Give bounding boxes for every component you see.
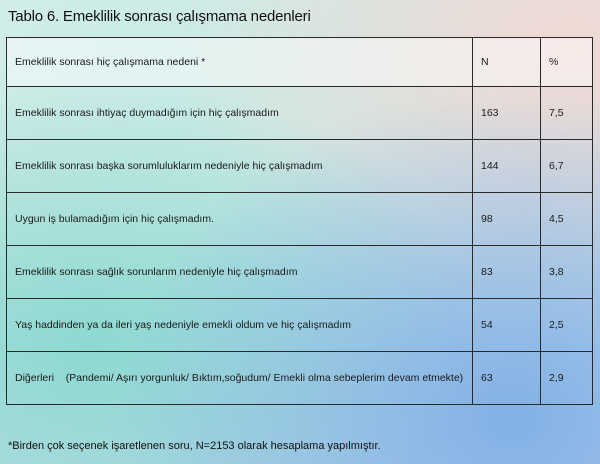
header-n: N	[473, 38, 541, 87]
table-row	[7, 193, 593, 246]
cell-percent: 2,9	[541, 352, 593, 405]
cell-percent: 7,5	[541, 87, 593, 140]
reasons-table	[6, 37, 593, 405]
cell-reason: Emeklilik sonrası başka sorumluluklarım nedeniyle hiç çalışmadım	[7, 140, 473, 193]
table-row	[7, 140, 593, 193]
cell-n: 163	[473, 87, 541, 140]
header-percent: %	[541, 38, 593, 87]
cell-reason: Diğerleri (Pandemi/ Aşırı yorgunluk/ Bıktım,soğudum/ Emekli olma sebeplerim devam etmekte)	[7, 352, 473, 405]
cell-percent: 2,5	[541, 299, 593, 352]
table-header-row	[7, 38, 593, 87]
cell-n: 83	[473, 246, 541, 299]
cell-percent: 3,8	[541, 246, 593, 299]
cell-percent: 6,7	[541, 140, 593, 193]
table-row	[7, 87, 593, 140]
cell-n: 54	[473, 299, 541, 352]
cell-n: 144	[473, 140, 541, 193]
cell-percent: 4,5	[541, 193, 593, 246]
table-row	[7, 299, 593, 352]
table-row	[7, 246, 593, 299]
cell-n: 63	[473, 352, 541, 405]
header-reason: Emeklilik sonrası hiç çalışmama nedeni *	[7, 38, 473, 87]
cell-reason: Uygun iş bulamadığım için hiç çalışmadım.	[7, 193, 473, 246]
table-title: Tablo 6. Emeklilik sonrası çalışmama nedenleri	[8, 8, 311, 25]
footnote: *Birden çok seçenek işaretlenen soru, N=2153 olarak hesaplama yapılmıştır.	[8, 440, 381, 452]
table-row	[7, 352, 593, 405]
cell-reason: Yaş haddinden ya da ileri yaş nedeniyle emekli oldum ve hiç çalışmadım	[7, 299, 473, 352]
cell-reason: Emeklilik sonrası ihtiyaç duymadığım için hiç çalışmadım	[7, 87, 473, 140]
cell-reason: Emeklilik sonrası sağlık sorunlarım nedeniyle hiç çalışmadım	[7, 246, 473, 299]
cell-n: 98	[473, 193, 541, 246]
